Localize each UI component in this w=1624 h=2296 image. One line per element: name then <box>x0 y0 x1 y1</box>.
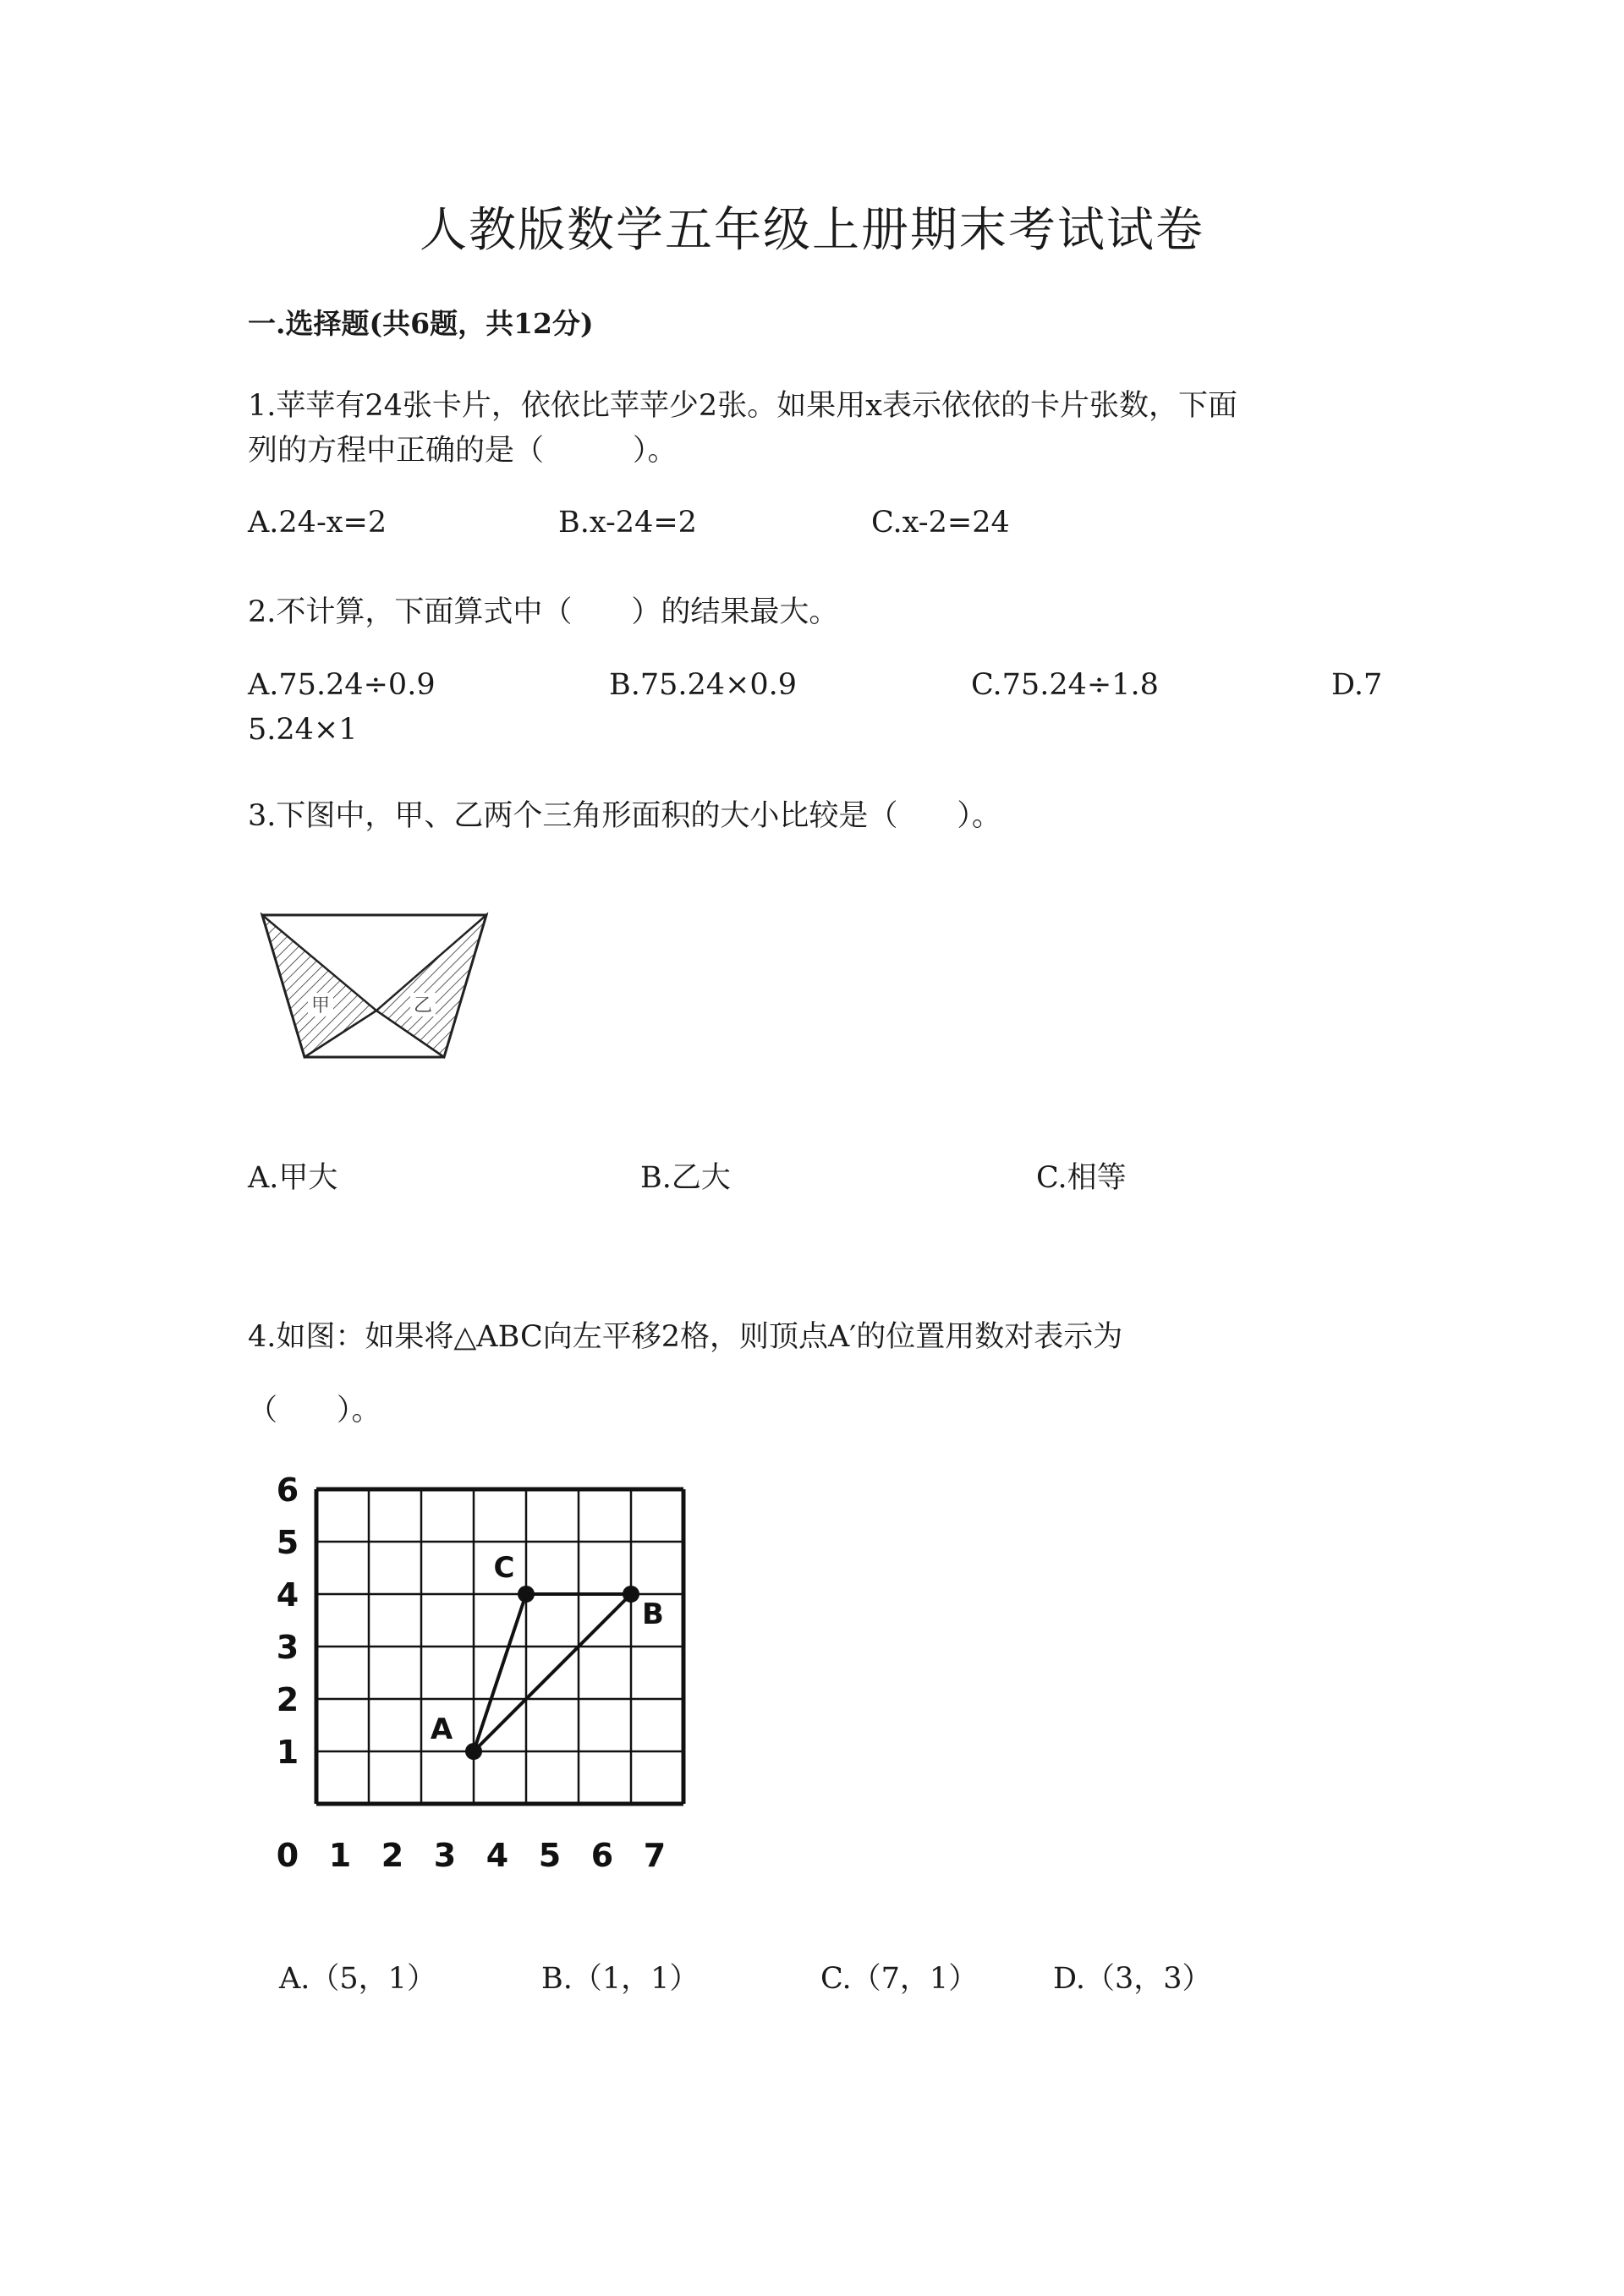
grid-y-tick-label: 1 <box>276 1734 299 1771</box>
question-3-option-a[interactable]: A.甲大 <box>248 1161 338 1195</box>
question-2-option-a[interactable]: A.75.24÷0.9 <box>248 668 436 702</box>
triangle-label-yi: 乙 <box>413 995 433 1016</box>
coordinate-grid-figure <box>254 1471 710 1874</box>
triangle-comparison-figure <box>254 905 499 1070</box>
grid-y-tick-label: 4 <box>276 1576 299 1614</box>
question-1-option-c[interactable]: C.x-2=24 <box>871 506 1010 540</box>
question-3-option-b[interactable]: B.乙大 <box>640 1161 731 1195</box>
question-1-line-1: 1.苹苹有24张卡片，依依比苹苹少2张。如果用x表示依依的卡片张数，下面 <box>248 389 1237 423</box>
grid-y-tick-label: 3 <box>276 1629 299 1666</box>
question-2-option-d[interactable]: D.7 <box>1331 668 1383 702</box>
question-2-option-c[interactable]: C.75.24÷1.8 <box>971 668 1159 702</box>
triangle-yi <box>376 915 486 1057</box>
vertex-c-point <box>518 1586 535 1603</box>
vertex-b-label: B <box>642 1597 664 1631</box>
grid-x-tick-label: 6 <box>590 1837 614 1874</box>
question-4-option-c[interactable]: C.（7，1） <box>820 1962 979 1996</box>
triangle-edge-ca <box>474 1594 526 1751</box>
grid-y-tick-label: 6 <box>276 1471 299 1509</box>
question-4-option-b[interactable]: B.（1，1） <box>541 1962 700 1996</box>
triangle-edge-ab <box>474 1594 631 1751</box>
triangle-label-jia: 甲 <box>310 995 331 1016</box>
grid-x-tick-label: 0 <box>276 1837 299 1874</box>
triangle-jia <box>262 915 376 1057</box>
grid-y-tick-label: 2 <box>276 1681 299 1718</box>
grid-x-tick-label: 1 <box>328 1837 352 1874</box>
grid-x-tick-label: 2 <box>381 1837 404 1874</box>
question-4-line-1: 4.如图：如果将△ABC向左平移2格，则顶点A′的位置用数对表示为 <box>248 1320 1123 1354</box>
question-2-line-1: 2.不计算，下面算式中（ ）的结果最大。 <box>248 595 839 629</box>
grid-x-tick-label: 5 <box>538 1837 562 1874</box>
question-4-option-d[interactable]: D.（3，3） <box>1053 1962 1212 1996</box>
vertex-b-point <box>623 1586 639 1603</box>
question-1-option-b[interactable]: B.x-24=2 <box>558 506 697 540</box>
grid-x-tick-label: 4 <box>486 1837 509 1874</box>
vertex-a-label: A <box>430 1712 453 1746</box>
vertex-a-point <box>465 1743 482 1760</box>
question-4-option-a[interactable]: A.（5，1） <box>279 1962 436 1996</box>
page-title: 人教版数学五年级上册期末考试试卷 <box>420 203 1204 258</box>
section-heading: 一.选择题(共6题，共12分) <box>248 307 594 340</box>
grid-x-tick-label: 7 <box>643 1837 667 1874</box>
grid-y-tick-label: 5 <box>276 1524 299 1561</box>
question-3-option-c[interactable]: C.相等 <box>1036 1161 1127 1195</box>
question-2-option-b[interactable]: B.75.24×0.9 <box>609 668 798 702</box>
question-1-option-a[interactable]: A.24-x=2 <box>248 506 387 540</box>
question-3-line-1: 3.下图中，甲、乙两个三角形面积的大小比较是（ ）。 <box>248 799 1001 833</box>
question-2-option-d-continued: 5.24×1 <box>248 713 358 747</box>
question-4-line-2: （ ）。 <box>248 1394 381 1427</box>
vertex-c-label: C <box>493 1551 515 1585</box>
grid-x-tick-label: 3 <box>433 1837 457 1874</box>
question-1-line-2: 列的方程中正确的是（ ）。 <box>248 434 678 468</box>
